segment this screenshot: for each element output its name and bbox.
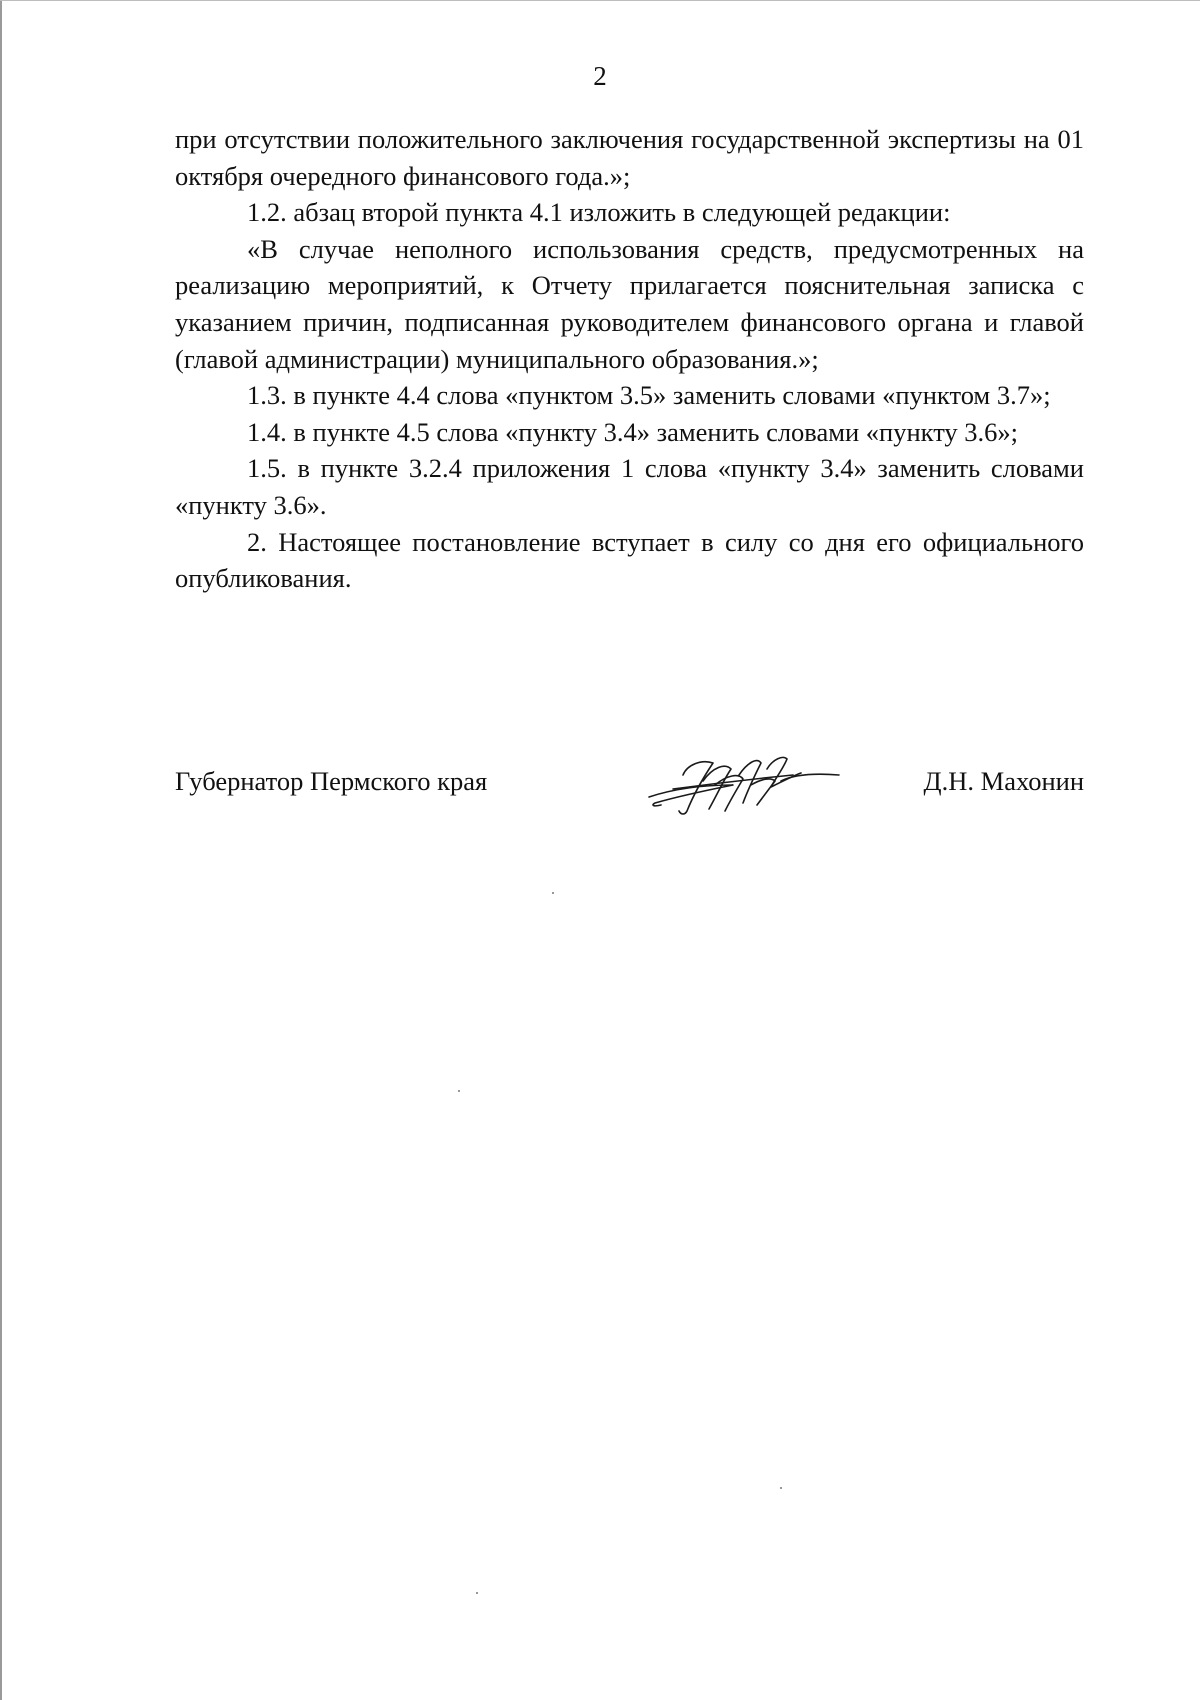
paragraph-item-1-5: 1.5. в пункте 3.2.4 приложения 1 слова «пункту 3.4» заменить словами «пункту 3.6». — [175, 453, 1084, 520]
signature-block — [175, 755, 1084, 825]
scan-edge — [0, 0, 2, 1700]
paragraph-item-1-4: 1.4. в пункте 4.5 слова «пункту 3.4» заменить словами «пункту 3.6»; — [247, 416, 1019, 447]
scan-speck — [458, 1090, 460, 1092]
handwritten-signature — [643, 745, 863, 825]
scan-edge — [0, 0, 1200, 1]
scan-speck — [780, 1487, 782, 1489]
scan-speck — [476, 1592, 478, 1594]
paragraph-item-2: 2. Настоящее постановление вступает в силу со дня его официального опубликования. — [175, 526, 1084, 594]
paragraph-continuation: при отсутствии положительного заключения государственной экспертизы на 01 октября очередного финансового года.»; — [175, 124, 1084, 191]
paragraph-quoted-text: «В случае неполного использования средств, предусмотренных на реализацию мероприятий, к Отчету прилагается пояснительная записка с указанием причин, подписанная руководителем финансового органа и главой (главой администрации) муниципального образования.»; — [175, 233, 1084, 374]
signatory-title: Губернатор Пермского края — [175, 766, 488, 796]
scan-speck — [552, 892, 554, 894]
paragraph-item-1-3: 1.3. в пункте 4.4 слова «пунктом 3.5» заменить словами «пунктом 3.7»; — [247, 380, 1051, 411]
paragraph-item-1-2: 1.2. абзац второй пункта 4.1 изложить в следующей редакции: — [247, 197, 951, 228]
document-body — [175, 121, 1084, 597]
page-number: 2 — [593, 61, 607, 91]
signatory-name: Д.Н. Махонин — [923, 766, 1084, 796]
